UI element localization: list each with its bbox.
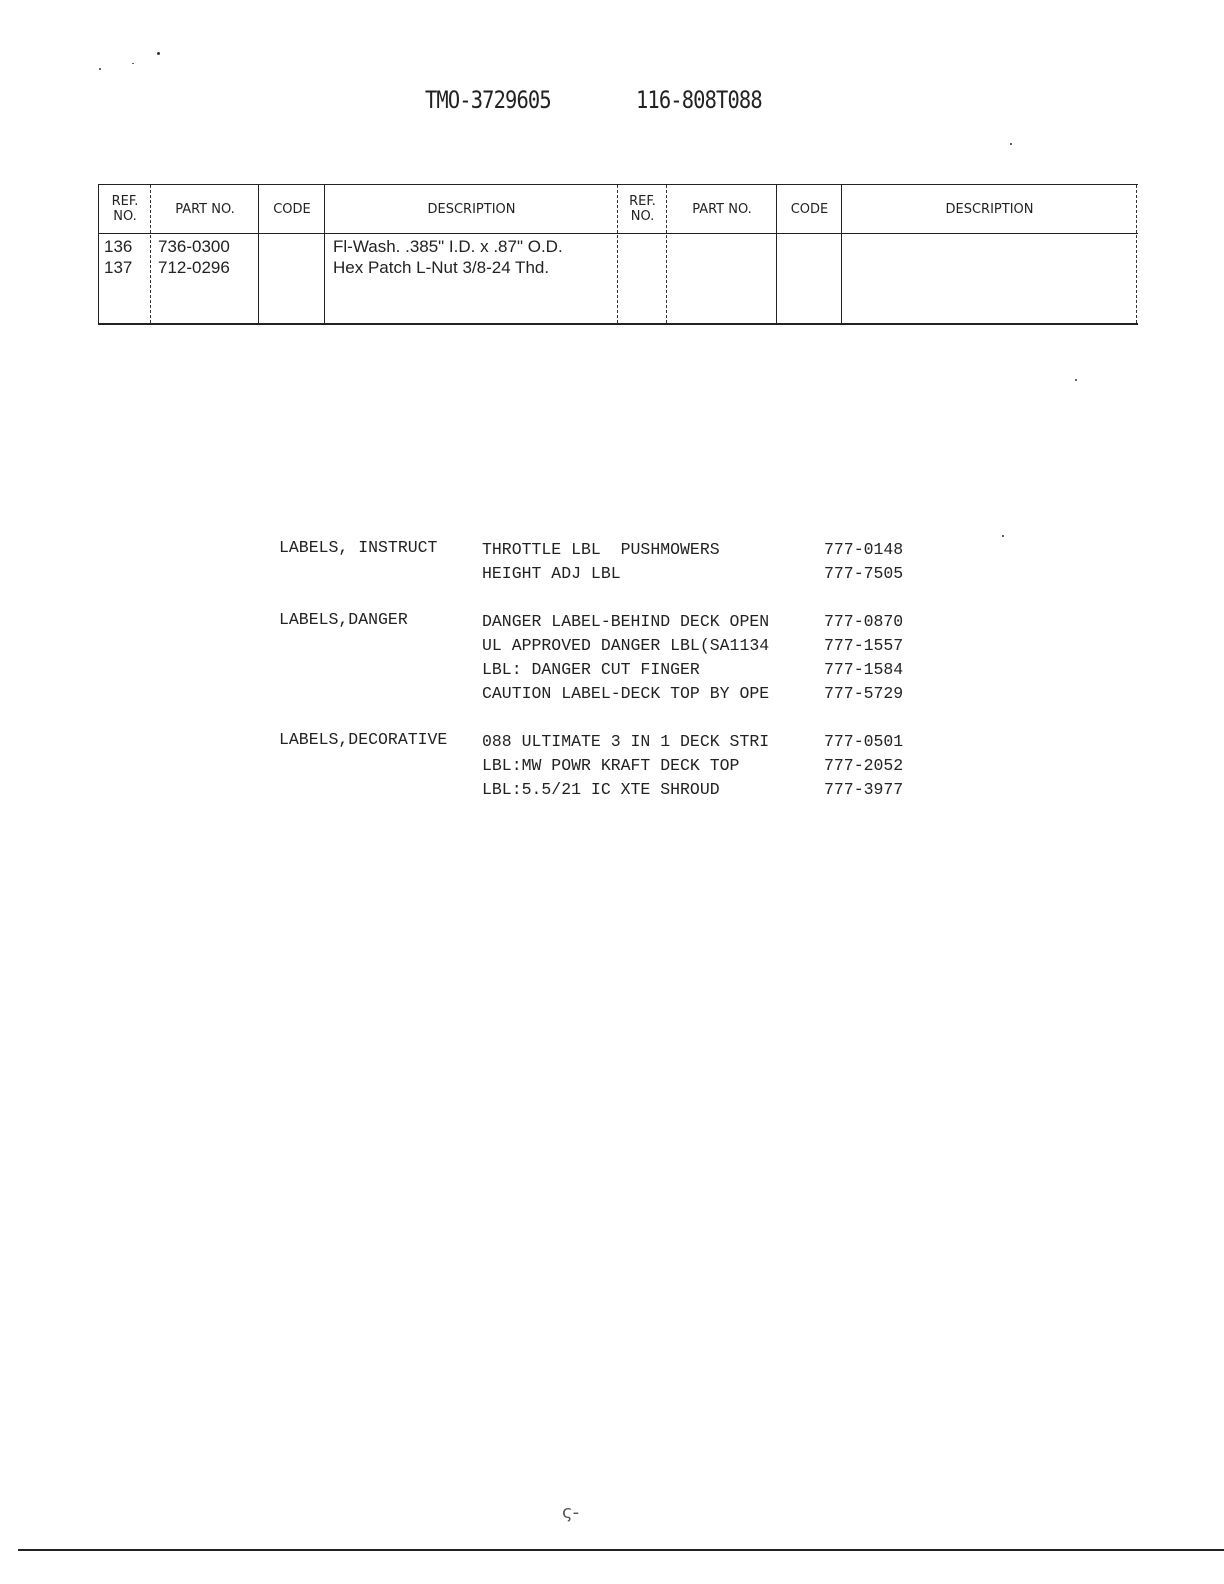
column-divider [324,185,325,323]
label-description: LBL:MW POWR KRAFT DECK TOP [482,756,740,775]
part-number-cell: 712-0296 [158,258,230,277]
scan-speck [132,63,134,64]
label-part-number: 777-0148 [824,540,904,559]
column-divider [1136,185,1137,323]
label-group [279,538,939,586]
label-part-number: 777-1557 [824,636,904,655]
label-description: 088 ULTIMATE 3 IN 1 DECK STRI [482,732,770,751]
column-divider [841,185,842,323]
ref-cell: 136 [104,237,133,256]
label-part-number: 777-1584 [824,660,904,679]
part-number-cell: 736-0300 [158,237,230,256]
label-description: LBL:5.5/21 IC XTE SHROUD [482,780,720,799]
scan-speck [1010,143,1012,145]
column-divider [776,185,777,323]
column-divider [666,185,667,323]
header-divider [98,233,1138,234]
label-item [279,562,939,586]
header-code: CODE [273,201,311,217]
header-part-no: PART NO. [175,201,235,217]
scan-speck [1075,379,1077,381]
column-divider [617,185,618,323]
label-group [279,610,939,706]
label-description: DANGER LABEL-BEHIND DECK OPEN [482,612,770,631]
part-code: 116-808T088 [636,86,762,114]
header-ref-no: REF. NO. [111,194,139,224]
label-item [279,538,939,562]
header-description: DESCRIPTION [945,201,1034,217]
label-part-number: 777-2052 [824,756,904,775]
part-column [158,236,230,278]
column-divider [258,185,259,323]
footer-rule [18,1549,1224,1551]
label-description: UL APPROVED DANGER LBL(SA1134 [482,636,770,655]
label-item [279,634,939,658]
label-description: HEIGHT ADJ LBL [482,564,621,583]
header-description: DESCRIPTION [427,201,516,217]
document-header [0,86,1224,122]
parts-table [98,184,1138,325]
label-item [279,778,939,802]
column-divider [150,185,151,323]
label-category: LABELS, INSTRUCT [279,538,438,557]
description-cell: Fl-Wash. .385" I.D. x .87" O.D. [333,237,563,256]
label-description: THROTTLE LBL PUSHMOWERS [482,540,720,559]
column-divider [98,185,99,323]
label-item [279,754,939,778]
label-part-number: 777-7505 [824,564,904,583]
scan-speck [99,68,101,70]
ref-cell: 137 [104,258,133,277]
scan-speck [1002,535,1004,537]
label-item [279,682,939,706]
label-description: CAUTION LABEL-DECK TOP BY OPE [482,684,770,703]
labels-list [279,538,939,826]
label-part-number: 777-3977 [824,780,904,799]
label-part-number: 777-0870 [824,612,904,631]
model-code: TMO-3729605 [425,86,551,114]
header-ref-no: REF. NO. [629,194,656,224]
header-part-no: PART NO. [692,201,752,217]
scan-speck [157,52,160,55]
label-category: LABELS,DANGER [279,610,408,629]
label-item [279,730,939,754]
label-item [279,610,939,634]
label-category: LABELS,DECORATIVE [279,730,448,749]
label-part-number: 777-0501 [824,732,904,751]
header-code: CODE [790,201,829,217]
label-part-number: 777-5729 [824,684,904,703]
label-group [279,730,939,802]
label-description: LBL: DANGER CUT FINGER [482,660,700,679]
page-number-mark: ς- [562,1502,580,1523]
description-column [333,236,563,278]
description-cell: Hex Patch L-Nut 3/8-24 Thd. [333,258,550,277]
ref-column [104,236,132,278]
label-item [279,658,939,682]
